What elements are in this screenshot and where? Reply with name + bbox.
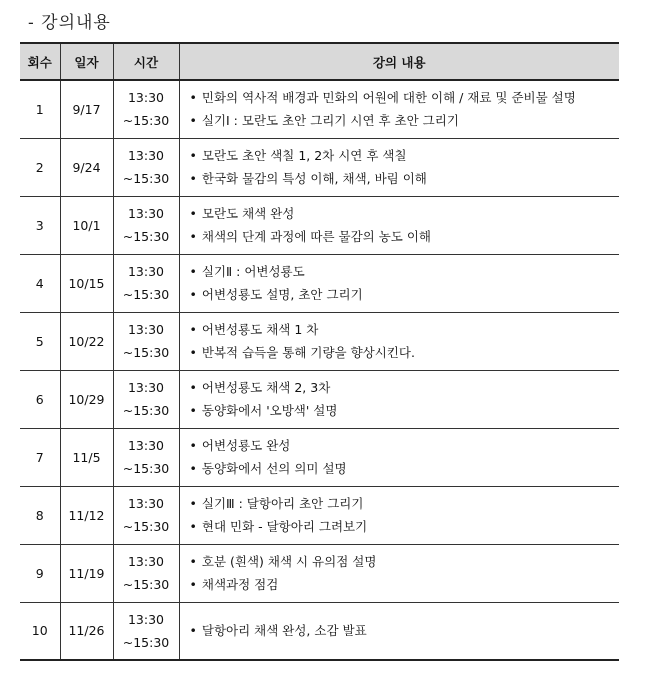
content-cell xyxy=(179,312,619,370)
table-body xyxy=(20,80,619,660)
time-end: ~15:30 xyxy=(122,519,170,534)
table-header-row xyxy=(20,43,619,80)
date-cell: 10/22 xyxy=(60,312,113,370)
date-cell: 11/5 xyxy=(60,428,113,486)
header-time: 시간 xyxy=(113,43,179,80)
time-end: ~15:30 xyxy=(122,634,170,650)
time-cell xyxy=(113,602,179,660)
bullet-icon: • xyxy=(189,113,197,129)
content-item xyxy=(190,550,620,573)
table-row xyxy=(20,254,619,312)
header-date: 일자 xyxy=(60,43,113,80)
content-item-text: 달항아리 채색 완성, 소감 발표 xyxy=(201,623,367,639)
round-cell: 1 xyxy=(20,80,60,138)
content-item xyxy=(190,202,620,225)
table-row xyxy=(20,80,619,138)
content-item-text: 모란도 채색 완성 xyxy=(201,206,295,221)
time-end: ~15:30 xyxy=(122,461,170,476)
table-row xyxy=(20,312,619,370)
content-item xyxy=(190,434,620,457)
content-item xyxy=(190,399,620,422)
bullet-icon: • xyxy=(189,577,197,592)
bullet-icon: • xyxy=(189,287,197,302)
bullet-icon: • xyxy=(189,322,197,337)
time-end: ~15:30 xyxy=(122,345,170,360)
round-cell: 7 xyxy=(20,428,60,486)
content-item-text: 동양화에서 선의 의미 설명 xyxy=(201,461,347,476)
content-item xyxy=(190,619,620,642)
time-cell xyxy=(113,544,179,602)
time-cell xyxy=(113,312,179,370)
lecture-schedule-table xyxy=(20,42,619,661)
section-heading: - 강의내용 xyxy=(28,13,111,33)
time-cell xyxy=(113,428,179,486)
content-item xyxy=(190,376,620,399)
time-start: 13:30 xyxy=(127,322,165,337)
content-item xyxy=(190,515,620,538)
bullet-icon: • xyxy=(189,345,197,360)
bullet-icon: • xyxy=(189,554,197,569)
date-cell: 11/12 xyxy=(60,486,113,544)
bullet-icon: • xyxy=(189,229,197,244)
table-row xyxy=(20,602,619,660)
content-item-text: 호분 (흰색) 채색 시 유의점 설명 xyxy=(201,554,377,569)
time-start: 13:30 xyxy=(127,380,165,395)
time-cell xyxy=(113,80,179,138)
date-cell: 11/26 xyxy=(60,602,113,660)
content-item-text: 반복적 습득을 통해 기량을 향상시킨다. xyxy=(201,345,415,360)
table-row xyxy=(20,138,619,196)
bullet-icon: • xyxy=(189,496,197,511)
time-cell xyxy=(113,254,179,312)
round-cell: 4 xyxy=(20,254,60,312)
time-start: 13:30 xyxy=(127,554,165,569)
date-cell: 10/1 xyxy=(60,196,113,254)
content-item-text: 동양화에서 '오방색' 설명 xyxy=(201,403,338,418)
table-row xyxy=(20,428,619,486)
time-start: 13:30 xyxy=(127,438,165,453)
content-cell xyxy=(179,544,619,602)
bullet-icon: • xyxy=(189,380,197,395)
content-item xyxy=(190,225,620,248)
bullet-icon: • xyxy=(189,148,197,163)
content-item-text: 실기Ⅲ : 달항아리 초안 그리기 xyxy=(201,496,364,511)
date-cell: 11/19 xyxy=(60,544,113,602)
time-start: 13:30 xyxy=(127,264,165,279)
content-cell xyxy=(179,254,619,312)
content-item-text: 어변성룡도 채색 2, 3차 xyxy=(201,380,331,395)
time-cell xyxy=(113,138,179,196)
content-item xyxy=(190,457,620,480)
time-cell xyxy=(113,486,179,544)
time-start: 13:30 xyxy=(127,148,165,163)
date-cell: 10/15 xyxy=(60,254,113,312)
header-round: 회수 xyxy=(20,43,60,80)
table-row xyxy=(20,370,619,428)
date-cell: 10/29 xyxy=(60,370,113,428)
round-cell: 2 xyxy=(20,138,60,196)
time-start: 13:30 xyxy=(127,206,165,221)
round-cell: 10 xyxy=(20,602,60,660)
bullet-icon: • xyxy=(189,623,197,639)
content-cell xyxy=(179,370,619,428)
round-cell: 3 xyxy=(20,196,60,254)
bullet-icon: • xyxy=(189,438,197,453)
bullet-icon: • xyxy=(189,90,197,106)
content-item-text: 어변성룡도 채색 1 차 xyxy=(201,322,319,337)
content-item-text: 한국화 물감의 특성 이해, 채색, 바림 이해 xyxy=(201,171,427,186)
round-cell: 8 xyxy=(20,486,60,544)
content-item xyxy=(190,318,620,341)
time-end: ~15:30 xyxy=(122,229,170,244)
content-cell xyxy=(179,602,619,660)
content-item-text: 실기Ⅰ : 모란도 초안 그리기 시연 후 초안 그리기 xyxy=(201,113,459,129)
content-item xyxy=(190,573,620,596)
content-item-text: 어변성룡도 설명, 초안 그리기 xyxy=(201,287,363,302)
content-item xyxy=(190,341,620,364)
bullet-icon: • xyxy=(189,403,197,418)
content-cell xyxy=(179,138,619,196)
bullet-icon: • xyxy=(189,519,197,534)
content-item-text: 모란도 초안 색칠 1, 2차 시연 후 색칠 xyxy=(201,148,407,163)
time-start: 13:30 xyxy=(127,90,165,106)
content-item-text: 채색과정 점검 xyxy=(201,577,279,592)
time-end: ~15:30 xyxy=(122,577,170,592)
header-content: 강의 내용 xyxy=(179,43,619,80)
round-cell: 5 xyxy=(20,312,60,370)
round-cell: 6 xyxy=(20,370,60,428)
content-item xyxy=(190,86,620,109)
time-cell xyxy=(113,370,179,428)
table-row xyxy=(20,196,619,254)
content-cell xyxy=(179,486,619,544)
content-item xyxy=(190,283,620,306)
bullet-icon: • xyxy=(189,171,197,186)
content-item-text: 현대 민화 - 달항아리 그려보기 xyxy=(201,519,368,534)
time-cell xyxy=(113,196,179,254)
content-item-text: 어변성룡도 완성 xyxy=(201,438,291,453)
content-item xyxy=(190,167,620,190)
date-cell: 9/17 xyxy=(60,80,113,138)
time-end: ~15:30 xyxy=(122,171,170,186)
content-item-text: 민화의 역사적 배경과 민화의 어원에 대한 이해 / 재료 및 준비물 설명 xyxy=(201,90,576,106)
time-start: 13:30 xyxy=(127,611,165,627)
content-item-text: 채색의 단계 과정에 따른 물감의 농도 이해 xyxy=(201,229,431,244)
bullet-icon: • xyxy=(189,206,197,221)
table-row xyxy=(20,486,619,544)
table-row xyxy=(20,544,619,602)
time-end: ~15:30 xyxy=(122,287,170,302)
content-cell xyxy=(179,80,619,138)
time-end: ~15:30 xyxy=(122,113,170,129)
content-item xyxy=(190,144,620,167)
content-item xyxy=(190,109,620,132)
bullet-icon: • xyxy=(189,264,197,279)
bullet-icon: • xyxy=(189,461,197,476)
content-item xyxy=(190,260,620,283)
content-cell xyxy=(179,428,619,486)
content-item-text: 실기Ⅱ : 어변성룡도 xyxy=(201,264,305,279)
content-cell xyxy=(179,196,619,254)
time-start: 13:30 xyxy=(127,496,165,511)
date-cell: 9/24 xyxy=(60,138,113,196)
time-end: ~15:30 xyxy=(122,403,170,418)
content-item xyxy=(190,492,620,515)
round-cell: 9 xyxy=(20,544,60,602)
